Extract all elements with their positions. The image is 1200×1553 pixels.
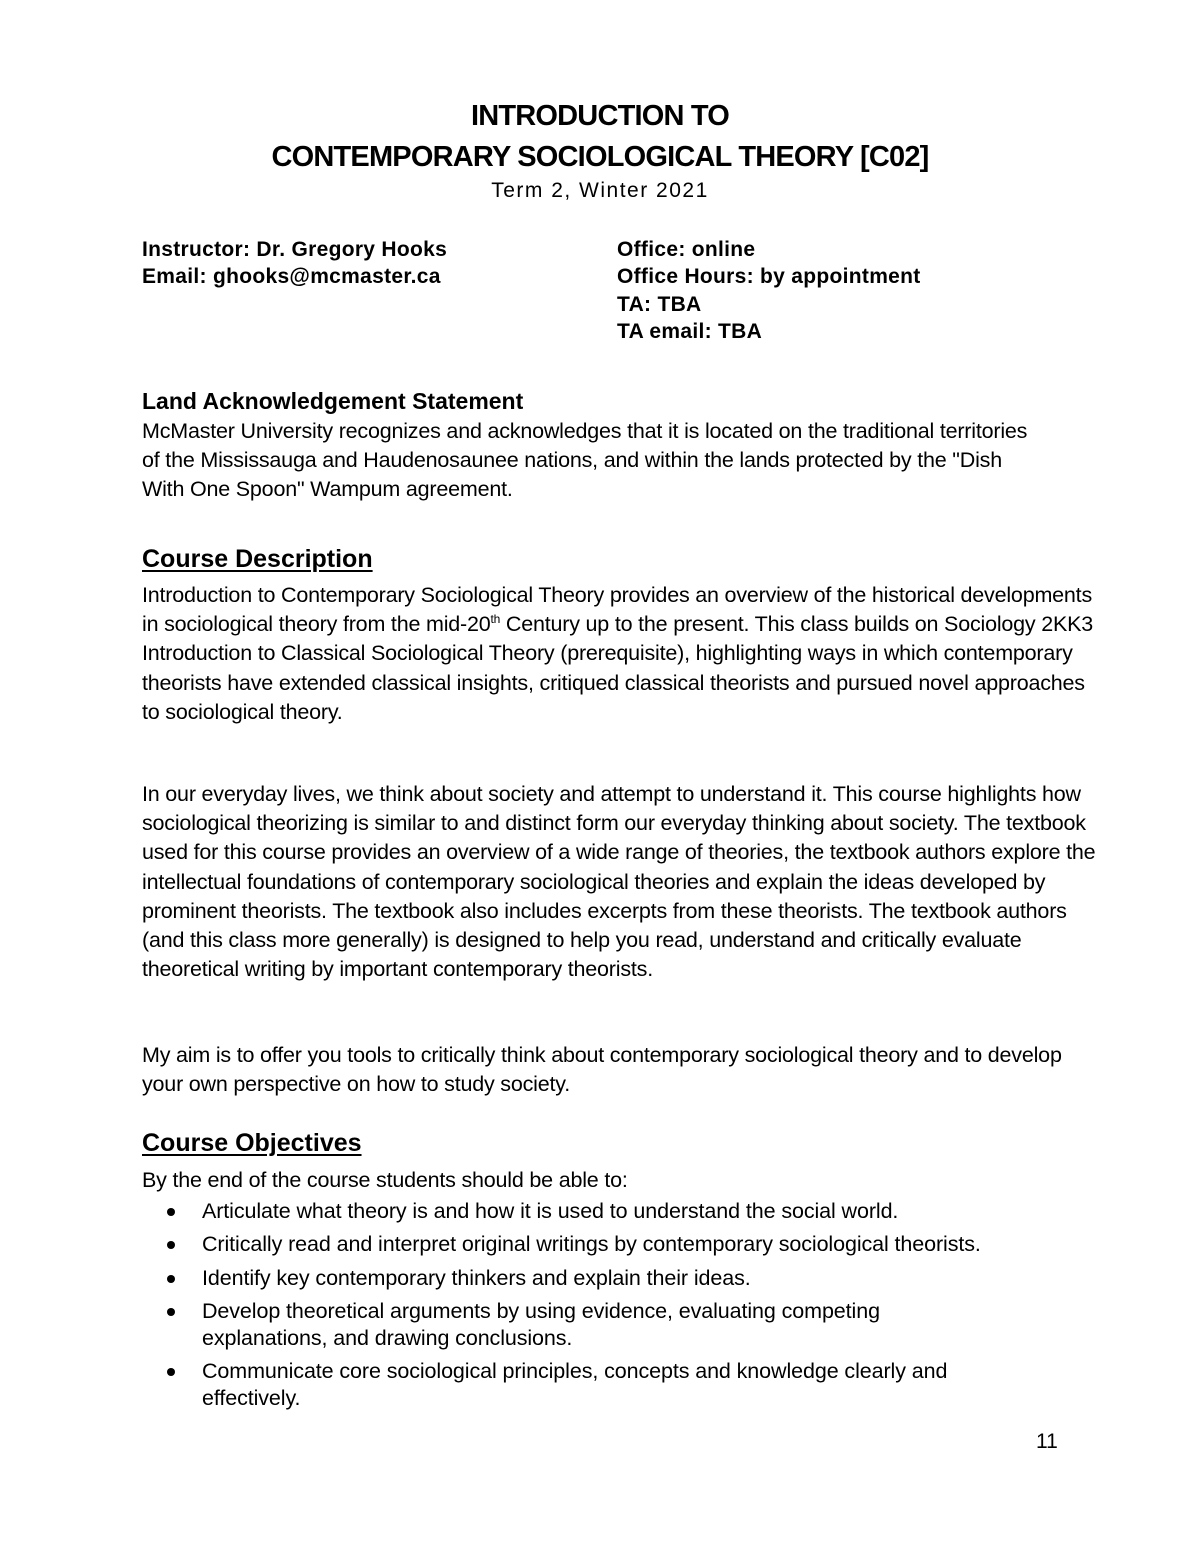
- term-label: Term 2, Winter 2021: [491, 179, 709, 202]
- bullet-icon: [167, 1241, 175, 1249]
- course-description-paragraph-1: [142, 581, 1102, 727]
- p1-text-start: Introduction to Contemporary Sociological Theory provides an overview of the historical developments in sociological theory from the mid-20: [142, 583, 1092, 637]
- course-objectives-intro: By the end of the course students should be able to:: [142, 1168, 628, 1192]
- objective-text: Identify key contemporary thinkers and explain their ideas.: [202, 1265, 751, 1290]
- list-item: [142, 1298, 1102, 1352]
- title-line-2: CONTEMPORARY SOCIOLOGICAL THEORY [C02]: [271, 141, 929, 173]
- list-item: [142, 1231, 1102, 1258]
- bullet-icon: [167, 1208, 175, 1216]
- course-description-heading: Course Description: [142, 545, 373, 573]
- p1-text-end: Century up to the present. This class builds on Sociology 2KK3 Introduction to Classical Sociological Theory (prerequisite), highlighting ways in which contemporary theorists have extended classical insights, critiqued classical theorists and pursued novel approaches to sociological theory.: [142, 612, 1094, 724]
- course-objectives-heading: Course Objectives: [142, 1129, 362, 1157]
- objective-text: Develop theoretical arguments by using evidence, evaluating competing explanations, and drawing conclusions.: [202, 1298, 880, 1350]
- bullet-icon: [167, 1368, 175, 1376]
- course-description-paragraph-3: My aim is to offer you tools to critically think about contemporary sociological theory and to develop your own perspective on how to study society.: [142, 1043, 1062, 1097]
- objective-text: Critically read and interpret original writings by contemporary sociological theorists.: [202, 1232, 981, 1257]
- land-acknowledgement-text: McMaster University recognizes and acknowledges that it is located on the traditional territories of the Mississauga and Haudenosaunee nations, and within the lands protected by the "Dish With One Spoon" Wampum agreement.: [142, 419, 1028, 502]
- ta-email: TA email: TBA: [617, 320, 763, 343]
- office-location: Office: online: [617, 238, 756, 261]
- list-item: [142, 1198, 1102, 1225]
- list-item: [142, 1358, 1102, 1412]
- instructor-email: Email: ghooks@mcmaster.ca: [142, 265, 441, 288]
- list-item: [142, 1265, 1102, 1292]
- page-number: 11: [1036, 1430, 1058, 1453]
- instructor-name: Instructor: Dr. Gregory Hooks: [142, 238, 448, 261]
- superscript-th: th: [490, 612, 501, 627]
- objectives-list: [142, 1198, 1102, 1418]
- land-acknowledgement-heading: Land Acknowledgement Statement: [142, 388, 524, 414]
- title-line-1: INTRODUCTION TO: [470, 100, 730, 132]
- office-hours: Office Hours: by appointment: [617, 265, 921, 288]
- ta-name: TA: TBA: [617, 293, 702, 316]
- objective-text: Articulate what theory is and how it is used to understand the social world.: [202, 1199, 899, 1223]
- course-description-paragraph-2: In our everyday lives, we think about society and attempt to understand it. This course highlights how sociological theorizing is similar to and distinct form our everyday thinking about society. The textbook used for this course provides an overview of a wide range of theories, the textbook authors explore the intellectual foundations of contemporary sociological theories and explain the ideas developed by prominent theorists. The textbook also includes excerpts from these theorists. The textbook authors (and this class more generally) is designed to help you read, understand and critically evaluate theoretical writing by important contemporary theorists.: [142, 782, 1096, 982]
- bullet-icon: [167, 1308, 175, 1316]
- bullet-icon: [167, 1275, 175, 1283]
- objective-text: Communicate core sociological principles, concepts and knowledge clearly and effectively.: [202, 1359, 948, 1411]
